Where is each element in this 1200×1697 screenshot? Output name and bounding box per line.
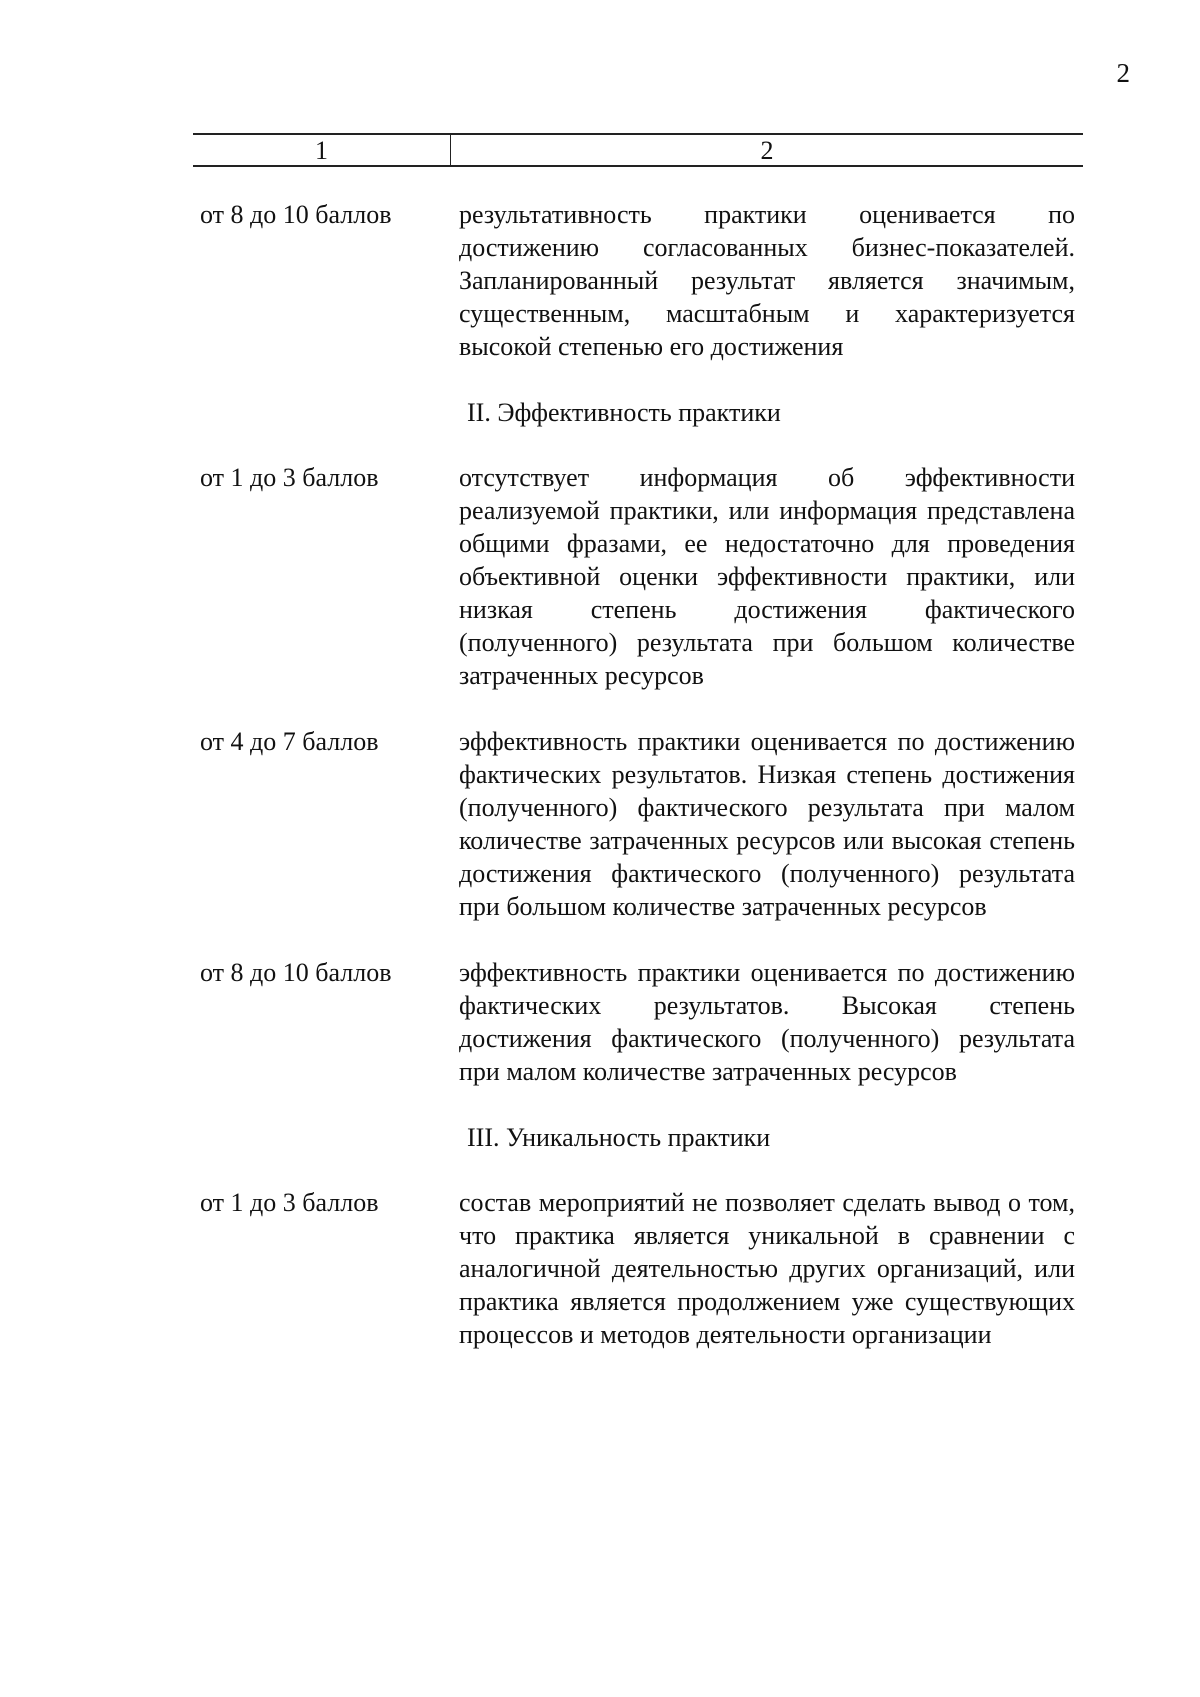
table-row [200,1186,1075,1351]
table-row [200,956,1075,1088]
page-number: 2 [1116,58,1130,88]
table-row [200,725,1075,923]
score-range: от 1 до 3 баллов [200,1188,379,1217]
score-range: от 4 до 7 баллов [200,727,379,756]
table-row [200,461,1075,692]
table-header-col1: 1 [193,135,451,165]
table-row [200,198,1075,363]
score-range: от 8 до 10 баллов [200,958,392,987]
criterion-description: результативность практики оценивается по достижению согласованных бизнес-показателей. Запланированный результат является значимым, существенным, масштабным и характеризуется высокой степенью его достижения [459,200,1075,361]
section-heading: II. Эффективность практики [467,398,781,427]
score-range: от 1 до 3 баллов [200,463,379,492]
section-heading: III. Уникальность практики [467,1123,771,1152]
criterion-description: отсутствует информация об эффективности реализуемой практики, или информация представлена общими фразами, ее недостаточно для проведения объективной оценки эффективности практики, или низкая степень достижения фактического (полученного) результата при большом количестве затраченных ресурсов [459,463,1075,690]
table-header-col2: 2 [760,136,774,165]
criterion-description: эффективность практики оценивается по достижению фактических результатов. Высокая степень достижения фактического (полученного) результата при малом количестве затраченных ресурсов [459,958,1075,1086]
score-range: от 8 до 10 баллов [200,200,392,229]
table-body [200,198,1075,1384]
criterion-description: эффективность практики оценивается по достижению фактических результатов. Низкая степень достижения (полученного) фактического результата при малом количестве затраченных ресурсов или высокая степень достижения фактического (полученного) результата при большом количестве затраченных ресурсов [459,727,1075,921]
table-header [193,133,1083,167]
criterion-description: состав мероприятий не позволяет сделать вывод о том, что практика является уникальной в сравнении с аналогичной деятельностью других организаций, или практика является продолжением уже существующих процессов и методов деятельности организации [459,1188,1075,1349]
